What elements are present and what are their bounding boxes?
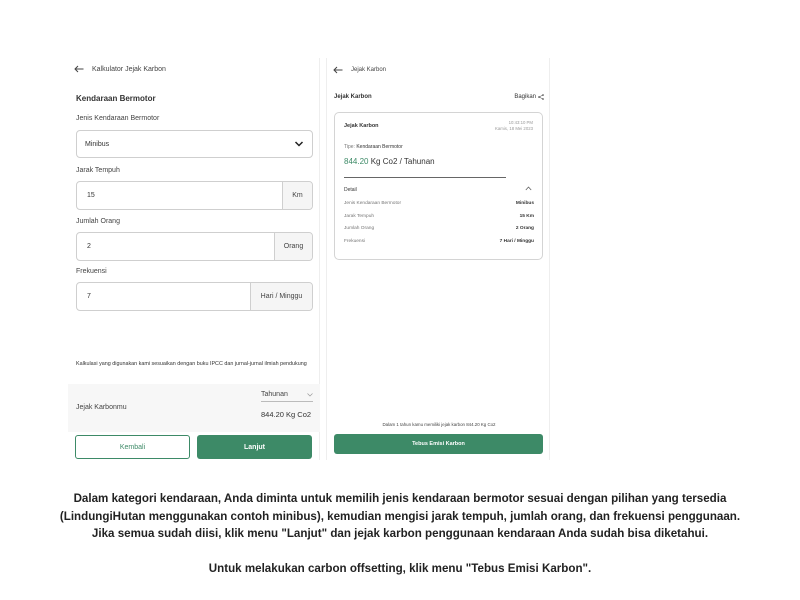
result-header: [334, 94, 544, 100]
result-card: [334, 112, 543, 260]
detail-value: 2 Orang: [515, 226, 534, 231]
chevron-down-icon: [294, 140, 304, 148]
people-input-group: [76, 232, 313, 261]
card-footprint-value: [344, 157, 435, 166]
detail-value: 7 Hari / Minggu: [499, 239, 534, 244]
section-title: Kendaraan Bermotor: [76, 94, 156, 103]
form-topbar: [68, 58, 319, 80]
period-value: Tahunan: [261, 391, 288, 398]
caption-line: Dalam kategori kendaraan, Anda diminta untuk memilih jenis kendaraan bermotor sesuai dengan pilihan yang tersedia: [73, 492, 727, 505]
result-header-title: Jejak Karbon: [334, 94, 372, 100]
back-arrow-icon[interactable]: [333, 66, 343, 74]
period-select[interactable]: [261, 391, 313, 402]
footprint-result-row: [68, 384, 320, 432]
people-unit: Orang: [274, 233, 312, 260]
share-icon: [538, 94, 544, 100]
calculation-disclaimer: Kalkulasi yang digunakan kami sesuaikan dengan buku IPCC dan jurnal-jurnal ilmiah pendukung: [76, 361, 307, 367]
share-button[interactable]: [514, 94, 544, 100]
people-label: Jumlah Orang: [76, 218, 120, 225]
vehicle-type-label: Jenis Kendaraan Bermotor: [76, 115, 160, 122]
caption-line: Jika semua sudah diisi, klik menu "Lanjut" dan jejak karbon penggunaan kendaraan Anda sudah bisa diketahui.: [91, 527, 709, 540]
distance-input[interactable]: 15: [87, 192, 95, 199]
detail-value: 15 Km: [519, 214, 534, 219]
back-arrow-icon[interactable]: [74, 65, 84, 73]
detail-key: Jarak Tempuh: [344, 214, 375, 219]
detail-row: [344, 214, 534, 219]
distance-label: Jarak Tempuh: [76, 167, 120, 174]
card-divider: [344, 177, 506, 178]
instruction-caption: [30, 490, 770, 543]
card-value-unit: Kg Co2 / Tahunan: [370, 157, 435, 166]
vehicle-type-value: Minibus: [85, 140, 110, 148]
detail-row: [344, 201, 534, 206]
card-date: Kamis, 18 Mei 2023: [495, 126, 533, 131]
detail-label: Detail: [344, 187, 357, 193]
result-topbar: [327, 58, 549, 82]
card-time: 10:43:10 PM: [508, 120, 533, 125]
card-title: Jejak Karbon: [344, 123, 379, 129]
result-screen: [326, 58, 550, 460]
frequency-input[interactable]: 7: [87, 293, 91, 300]
detail-row: [344, 226, 534, 231]
calculator-form-screen: [68, 58, 320, 460]
result-footnote: Dalam 1 tahun kamu memiliki jejak karbon 844.20 Kg Co2: [382, 422, 496, 427]
vehicle-type-select[interactable]: [76, 130, 313, 158]
card-timestamp: [495, 120, 533, 132]
offset-emission-button[interactable]: Tebus Emisi Karbon: [334, 434, 543, 454]
frequency-unit: Hari / Minggu: [250, 283, 312, 310]
distance-input-group: [76, 181, 313, 210]
caption-line: (LindungiHutan menggunakan contoh minibus), kemudian mengisi jarak tempuh, jumlah orang, dan frekuensi penggunaan.: [59, 509, 741, 523]
detail-key: Frekuensi: [344, 239, 366, 244]
form-back-title: Kalkulator Jejak Karbon: [92, 65, 166, 73]
detail-value: Minibus: [515, 201, 534, 206]
distance-unit: Km: [282, 182, 312, 209]
instruction-caption-offset: Untuk melakukan carbon offsetting, klik menu "Tebus Emisi Karbon".: [208, 562, 592, 575]
frequency-input-group: [76, 282, 313, 311]
footprint-label: Jejak Karbonmu: [76, 404, 127, 411]
card-value-number: 844.20: [344, 157, 369, 166]
next-button[interactable]: Lanjut: [197, 435, 312, 459]
type-value: Kendaraan Bermotor: [356, 144, 403, 150]
type-line: [344, 144, 403, 150]
detail-row: [344, 239, 534, 244]
chevron-up-icon[interactable]: [525, 186, 532, 191]
back-button[interactable]: Kembali: [75, 435, 190, 459]
detail-key: Jenis Kendaraan Bermotor: [344, 201, 402, 206]
frequency-label: Frekuensi: [76, 268, 107, 275]
detail-key: Jumlah Orang: [344, 226, 375, 231]
footprint-value: 844.20 Kg Co2: [261, 410, 312, 419]
type-label: Tipe:: [344, 144, 355, 150]
chevron-down-icon: [307, 393, 313, 397]
people-input[interactable]: 2: [87, 243, 91, 250]
result-back-title: Jejak Karbon: [351, 67, 387, 73]
share-label: Bagikan: [514, 94, 536, 100]
